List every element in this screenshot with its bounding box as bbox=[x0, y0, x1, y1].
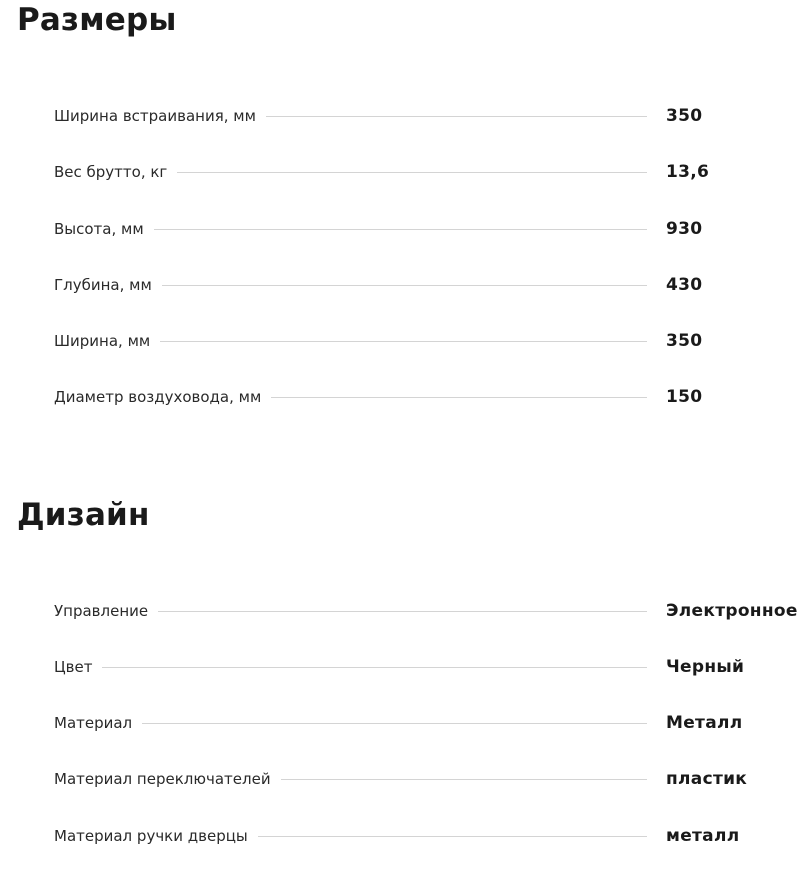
spec-label: Вес брутто, кг bbox=[54, 163, 168, 181]
spec-leader-line bbox=[162, 285, 647, 286]
spec-leader-line bbox=[102, 667, 647, 668]
spec-value: 350 bbox=[666, 106, 703, 126]
spec-leader-line bbox=[158, 611, 647, 612]
spec-row bbox=[54, 767, 806, 791]
spec-value: 150 bbox=[666, 387, 703, 407]
spec-leader-line bbox=[160, 341, 647, 342]
spec-value: Металл bbox=[666, 713, 743, 733]
section-title: Дизайн bbox=[17, 497, 150, 533]
spec-row bbox=[54, 273, 806, 297]
spec-label: Материал bbox=[54, 714, 133, 732]
spec-label: Глубина, мм bbox=[54, 276, 152, 294]
spec-value: 930 bbox=[666, 219, 703, 239]
spec-label: Материал переключателей bbox=[54, 770, 271, 788]
spec-value: Черный bbox=[666, 657, 745, 677]
spec-row bbox=[54, 104, 806, 128]
spec-row bbox=[54, 824, 806, 848]
specs-section-design bbox=[0, 495, 806, 875]
spec-leader-line bbox=[142, 723, 647, 724]
spec-leader-line bbox=[154, 229, 647, 230]
spec-leader-line bbox=[258, 836, 647, 837]
spec-row bbox=[54, 599, 806, 623]
spec-label: Ширина встраивания, мм bbox=[54, 107, 256, 125]
spec-value: Электронное bbox=[666, 601, 798, 621]
spec-label: Диаметр воздуховода, мм bbox=[54, 388, 262, 406]
section-title: Размеры bbox=[17, 2, 177, 38]
spec-label: Цвет bbox=[54, 658, 93, 676]
spec-row bbox=[54, 160, 806, 184]
spec-label: Ширина, мм bbox=[54, 332, 151, 350]
spec-row bbox=[54, 655, 806, 679]
spec-row bbox=[54, 711, 806, 735]
spec-value: металл bbox=[666, 826, 740, 846]
spec-row bbox=[54, 385, 806, 409]
spec-value: 350 bbox=[666, 331, 703, 351]
spec-leader-line bbox=[177, 172, 647, 173]
spec-value: 430 bbox=[666, 275, 703, 295]
spec-label: Высота, мм bbox=[54, 220, 144, 238]
spec-leader-line bbox=[266, 116, 647, 117]
spec-row bbox=[54, 329, 806, 353]
spec-value: 13,6 bbox=[666, 162, 710, 182]
spec-label: Управление bbox=[54, 602, 149, 620]
spec-row bbox=[54, 217, 806, 241]
specs-section-dimensions bbox=[0, 0, 806, 430]
spec-value: пластик bbox=[666, 769, 748, 789]
spec-leader-line bbox=[281, 779, 647, 780]
spec-label: Материал ручки дверцы bbox=[54, 827, 248, 845]
spec-leader-line bbox=[271, 397, 647, 398]
